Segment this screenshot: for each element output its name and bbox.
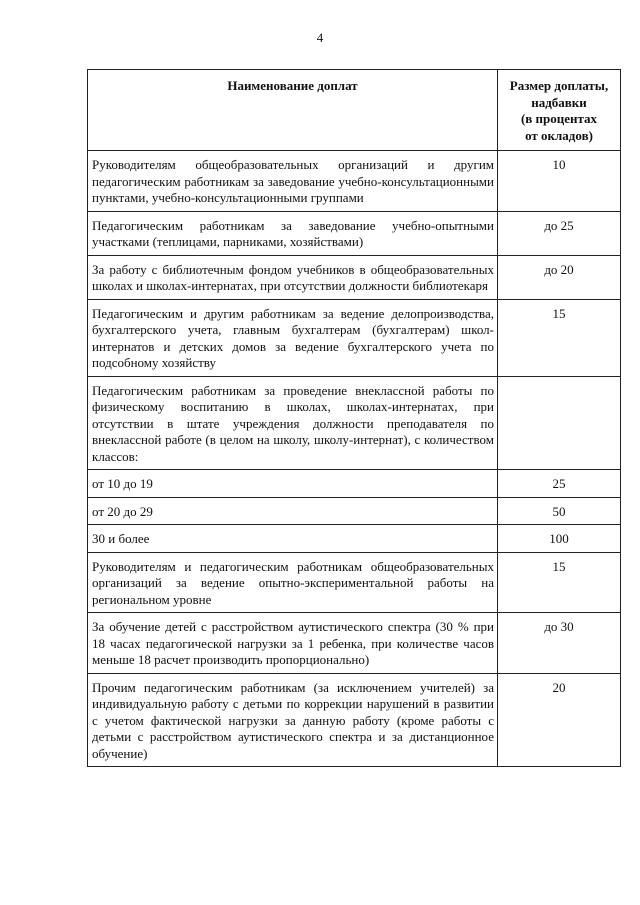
- allowance-size-cell: 20: [498, 673, 621, 767]
- allowance-name-cell: Руководителям и педагогическим работникам общеобразовательных организаций за ведение опытно-экспериментальной работы на региональном уровне: [88, 552, 498, 613]
- header-size-line: (в процентах: [520, 111, 598, 126]
- header-size-line: надбавки: [531, 94, 587, 110]
- allowance-name-cell: За обучение детей с расстройством аутистического спектра (30 % при 18 часах педагогической нагрузки за 1 ребенка, при количестве часов меньше 18 расчет производить пропорционально): [88, 613, 498, 674]
- table-row: [88, 497, 621, 525]
- table-row: [88, 552, 621, 613]
- table-row: [88, 299, 621, 376]
- allowance-name-cell: Педагогическим работникам за проведение внеклассной работы по физическому воспитанию в школах, школах-интернатах, при отсутствии в штате учреждения должности преподавателя по внеклассной работе (в целом на школу, школу-интернат), с количеством классов:: [88, 376, 498, 470]
- allowance-name-cell: За работу с библиотечным фондом учебников в общеобразовательных школах и школах-интернатах, при отсутствии должности библиотекаря: [88, 255, 498, 299]
- table-row: [88, 613, 621, 674]
- allowance-name-cell: Педагогическим и другим работникам за ведение делопроизводства, бухгалтерского учета, главным бухгалтерам (бухгалтерам) школ-интернатов и детских домов за ведение бухгалтерского учета по подсобному хозяйству: [88, 299, 498, 376]
- allowance-size-cell: [498, 376, 621, 470]
- page-number: 4: [316, 30, 324, 45]
- allowance-name-cell: Прочим педагогическим работникам (за исключением учителей) за индивидуальную работу с детьми по коррекции нарушений в развитии с учетом фактической нагрузки за данную работу (кроме работы с детьми с расстройством аутистического спектра и за дистанционное обучение): [88, 673, 498, 767]
- table-row: [88, 376, 621, 470]
- table-header-row: [88, 70, 621, 151]
- header-size-line: от окладов): [525, 127, 593, 143]
- allowance-size-cell: 10: [498, 151, 621, 212]
- table-row: [88, 673, 621, 767]
- allowance-name-cell: от 10 до 19: [88, 470, 498, 498]
- table-row: [88, 211, 621, 255]
- allowance-size-cell: до 25: [498, 211, 621, 255]
- allowance-name-cell: от 20 до 29: [88, 497, 498, 525]
- allowance-size-cell: 100: [498, 525, 621, 553]
- header-allowance-name: Наименование доплат: [88, 70, 498, 151]
- table-row: [88, 525, 621, 553]
- allowance-name-cell: Педагогическим работникам за заведование учебно-опытными участками (теплицами, парниками, хозяйствами): [88, 211, 498, 255]
- allowance-name-cell: Руководителям общеобразовательных организаций и другим педагогическим работникам за заведование учебно-консультационными пунктами, учебно-консультационными группами: [88, 151, 498, 212]
- allowances-table: [87, 69, 621, 767]
- header-size-line: Размер доплаты,: [509, 78, 609, 93]
- header-allowance-size: [498, 70, 621, 151]
- allowance-size-cell: 15: [498, 299, 621, 376]
- allowance-size-cell: 25: [498, 470, 621, 498]
- allowance-size-cell: до 30: [498, 613, 621, 674]
- allowance-name-cell: 30 и более: [88, 525, 498, 553]
- allowance-size-cell: 15: [498, 552, 621, 613]
- table-row: [88, 151, 621, 212]
- table-row: [88, 255, 621, 299]
- allowance-size-cell: 50: [498, 497, 621, 525]
- table-row: [88, 470, 621, 498]
- allowance-size-cell: до 20: [498, 255, 621, 299]
